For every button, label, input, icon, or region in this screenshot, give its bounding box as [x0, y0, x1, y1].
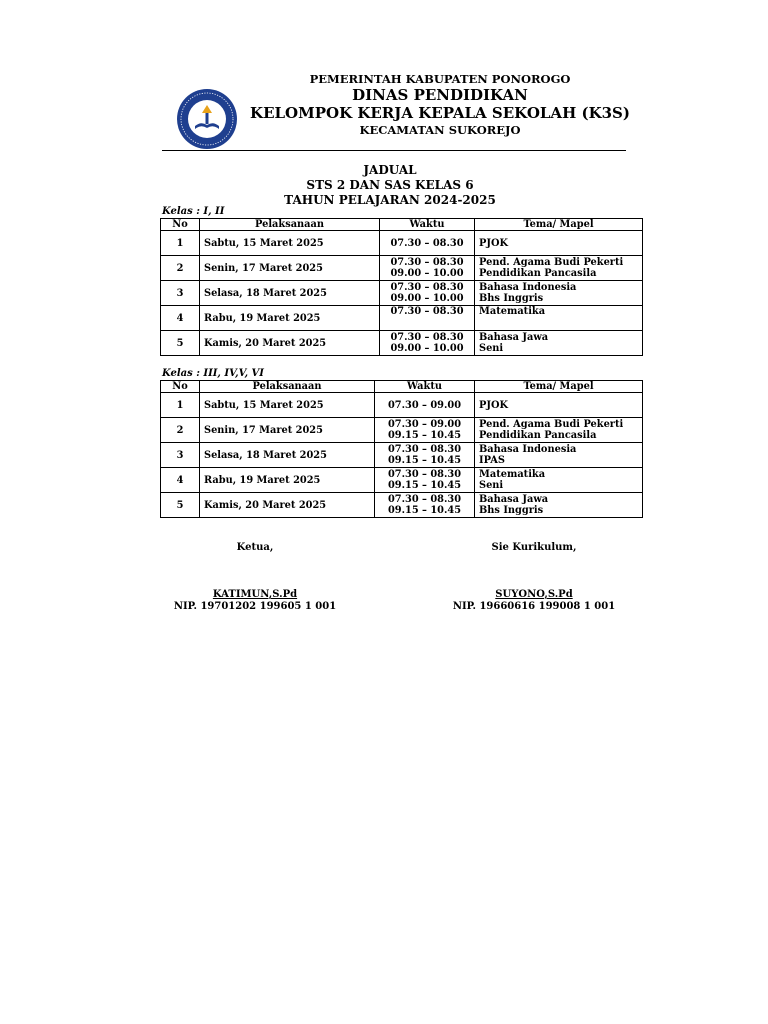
row-tema — [475, 331, 643, 356]
tema-line: Bhs Inggris — [479, 293, 544, 304]
row-tema — [475, 443, 643, 468]
tema-line: PJOK — [479, 399, 509, 411]
waktu-line: 09.15 – 10.45 — [387, 505, 462, 516]
row-no: 5 — [161, 331, 200, 356]
row-waktu — [375, 443, 475, 468]
table-row — [161, 231, 643, 256]
signature-right-name: SUYONO,S.Pd — [495, 589, 573, 600]
table-row — [161, 468, 643, 493]
row-pelaksanaan: Senin, 17 Maret 2025 — [200, 256, 380, 281]
row-pelaksanaan: Selasa, 18 Maret 2025 — [200, 443, 375, 468]
column-header-no: No — [161, 219, 200, 231]
waktu-line: 07.30 – 08.30 — [387, 444, 462, 455]
waktu-line: 07.30 – 09.00 — [387, 399, 462, 411]
row-waktu — [375, 393, 475, 418]
k3s-logo — [176, 88, 238, 150]
table-row — [161, 393, 643, 418]
waktu-line: 09.15 – 10.45 — [387, 455, 462, 466]
table2-class-label: Kelas : III, IV,V, VI — [162, 368, 264, 379]
column-header-waktu: Waktu — [380, 219, 475, 231]
row-pelaksanaan: Sabtu, 15 Maret 2025 — [200, 393, 375, 418]
tema-line: Pendidikan Pancasila — [479, 430, 597, 441]
row-tema — [475, 306, 643, 331]
tema-line: Seni — [479, 343, 504, 354]
waktu-line: 07.30 – 08.30 — [390, 257, 464, 268]
row-pelaksanaan: Rabu, 19 Maret 2025 — [200, 306, 380, 331]
header-organization: KELOMPOK KERJA KEPALA SEKOLAH (K3S) — [250, 104, 630, 122]
tema-line: Pend. Agama Budi Pekerti — [479, 257, 624, 268]
waktu-line: 09.00 – 10.00 — [390, 268, 464, 279]
tema-line: Matematika — [479, 469, 546, 480]
waktu-line: 07.30 – 08.30 — [390, 282, 464, 293]
column-header-pelaksanaan: Pelaksanaan — [200, 381, 375, 393]
table-row — [161, 256, 643, 281]
table-row — [161, 306, 643, 331]
row-no: 3 — [161, 443, 200, 468]
tema-line: PJOK — [479, 237, 509, 249]
row-tema — [475, 256, 643, 281]
row-pelaksanaan: Sabtu, 15 Maret 2025 — [200, 231, 380, 256]
tema-line: Bahasa Indonesia — [479, 444, 577, 455]
waktu-line: 09.00 – 10.00 — [390, 343, 464, 354]
table-row — [161, 443, 643, 468]
row-waktu — [375, 493, 475, 518]
column-header-no: No — [161, 381, 200, 393]
column-header-tema: Tema/ Mapel — [475, 219, 643, 231]
row-tema — [475, 281, 643, 306]
row-tema — [475, 468, 643, 493]
row-pelaksanaan: Kamis, 20 Maret 2025 — [200, 493, 375, 518]
signature-right-role: Sie Kurikulum, — [491, 542, 577, 553]
table-row — [161, 493, 643, 518]
row-no: 3 — [161, 281, 200, 306]
column-header-pelaksanaan: Pelaksanaan — [200, 219, 380, 231]
row-tema — [475, 393, 643, 418]
row-no: 1 — [161, 231, 200, 256]
table-row — [161, 418, 643, 443]
row-waktu — [380, 256, 475, 281]
schedule-table-1 — [160, 218, 643, 356]
row-tema — [475, 418, 643, 443]
tema-line: IPAS — [479, 455, 505, 466]
doc-school-year: TAHUN PELAJARAN 2024-2025 — [284, 193, 496, 207]
row-no: 2 — [161, 256, 200, 281]
row-waktu — [380, 231, 475, 256]
row-pelaksanaan: Kamis, 20 Maret 2025 — [200, 331, 380, 356]
signature-right-nip: NIP. 19660616 199008 1 001 — [452, 601, 616, 612]
row-no: 2 — [161, 418, 200, 443]
column-header-waktu: Waktu — [375, 381, 475, 393]
tema-line: Bahasa Jawa — [479, 494, 549, 505]
header-divider — [162, 150, 626, 151]
doc-title: JADUAL — [363, 163, 417, 177]
waktu-line: 09.15 – 10.45 — [387, 430, 462, 441]
tema-line: Matematika — [479, 306, 546, 317]
tema-line: Bahasa Indonesia — [479, 282, 577, 293]
column-header-tema: Tema/ Mapel — [475, 381, 643, 393]
signature-left-name: KATIMUN,S.Pd — [212, 589, 298, 600]
doc-subtitle: STS 2 DAN SAS KELAS 6 — [306, 178, 474, 192]
tema-line: Bhs Inggris — [479, 505, 544, 516]
waktu-line: 09.00 – 10.00 — [390, 293, 464, 304]
signature-left-role: Ketua, — [236, 542, 274, 553]
table-header-row — [161, 219, 643, 231]
table1-class-label: Kelas : I, II — [162, 206, 225, 217]
table-header-row — [161, 381, 643, 393]
row-tema — [475, 231, 643, 256]
row-no: 4 — [161, 468, 200, 493]
row-waktu — [380, 306, 475, 331]
tema-line: Seni — [479, 480, 504, 491]
row-no: 4 — [161, 306, 200, 331]
table-row — [161, 331, 643, 356]
row-pelaksanaan: Senin, 17 Maret 2025 — [200, 418, 375, 443]
row-tema — [475, 493, 643, 518]
schedule-table-2 — [160, 380, 643, 518]
row-waktu — [380, 281, 475, 306]
logo-torch-stem — [206, 113, 209, 124]
row-pelaksanaan: Selasa, 18 Maret 2025 — [200, 281, 380, 306]
tema-line: Pendidikan Pancasila — [479, 268, 597, 279]
waktu-line: 07.30 – 09.00 — [387, 419, 462, 430]
signature-left-nip: NIP. 19701202 199605 1 001 — [173, 601, 337, 612]
waktu-line: 07.30 – 08.30 — [387, 469, 462, 480]
row-waktu — [380, 331, 475, 356]
table-row — [161, 281, 643, 306]
tema-line: Pend. Agama Budi Pekerti — [479, 419, 624, 430]
waktu-line: 07.30 – 08.30 — [390, 332, 464, 343]
header-district: KECAMATAN SUKOREJO — [359, 123, 521, 137]
waktu-line: 07.30 – 08.30 — [390, 306, 464, 317]
waktu-line: 07.30 – 08.30 — [390, 237, 464, 249]
row-no: 1 — [161, 393, 200, 418]
header-government: PEMERINTAH KABUPATEN PONOROGO — [309, 72, 571, 86]
row-waktu — [375, 468, 475, 493]
row-pelaksanaan: Rabu, 19 Maret 2025 — [200, 468, 375, 493]
row-no: 5 — [161, 493, 200, 518]
waktu-line: 07.30 – 08.30 — [387, 494, 462, 505]
tema-line: Bahasa Jawa — [479, 332, 549, 343]
row-waktu — [375, 418, 475, 443]
waktu-line: 09.15 – 10.45 — [387, 480, 462, 491]
header-department: DINAS PENDIDIKAN — [352, 86, 528, 104]
